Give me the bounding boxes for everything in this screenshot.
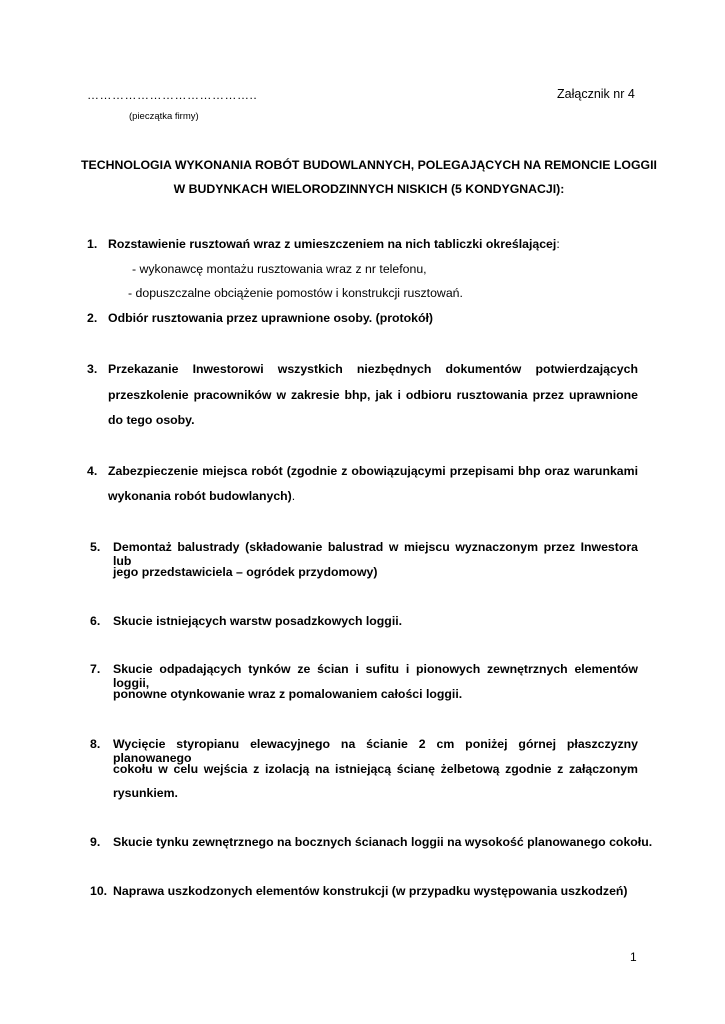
item-line: Rozstawienie rusztowań wraz z umieszczeniem na nich tabliczki określającej bbox=[108, 237, 557, 251]
document-title-line-1: TECHNOLOGIA WYKONANIA ROBÓT BUDOWLANNYCH, POLEGAJĄCYCH NA REMONCIE LOGGII bbox=[81, 158, 657, 172]
item-text: cokołu w celu wejścia z izolacją na istniejącą ścianę żelbetową zgodnie z załączonym bbox=[113, 762, 638, 776]
item-text: Skucie istniejących warstw posadzkowych loggii. bbox=[113, 614, 403, 628]
item-sub-line: - dopuszczalne obciążenie pomostów i konstrukcji rusztowań. bbox=[128, 286, 463, 300]
item-text: ponowne otynkowanie wraz z pomalowaniem całości loggii. bbox=[113, 687, 463, 701]
item-suffix: . bbox=[291, 489, 296, 503]
signature-dots: ………………………………….. bbox=[87, 88, 258, 102]
company-stamp-label: (pieczątka firmy) bbox=[129, 111, 199, 122]
item-number: 3. bbox=[87, 362, 98, 376]
item-text: Odbiór rusztowania przez uprawnione osoby. (protokół) bbox=[108, 311, 433, 325]
item-number: 7. bbox=[90, 662, 101, 676]
item-text: Skucie tynku zewnętrznego na bocznych ścianach loggii na wysokość planowanego cokołu. bbox=[113, 835, 653, 849]
item-text bbox=[108, 237, 560, 251]
item-number: 6. bbox=[90, 614, 101, 628]
item-text bbox=[108, 489, 295, 503]
item-number: 1. bbox=[87, 237, 98, 251]
item-text: Naprawa uszkodzonych elementów konstrukcji (w przypadku występowania uszkodzeń) bbox=[113, 884, 628, 898]
item-suffix: : bbox=[556, 237, 560, 251]
item-line: wykonania robót budowlanych) bbox=[108, 489, 292, 503]
item-number: 8. bbox=[90, 737, 101, 751]
item-text: rysunkiem. bbox=[113, 786, 178, 800]
item-text: Wycięcie styropianu elewacyjnego na ścianie 2 cm poniżej górnej płaszczyzny planowanego bbox=[113, 737, 638, 765]
item-number: 2. bbox=[87, 311, 98, 325]
item-number: 5. bbox=[90, 540, 101, 554]
item-number: 9. bbox=[90, 835, 101, 849]
document-title-line-2: W BUDYNKACH WIELORODZINNYCH NISKICH (5 KONDYGNACJI): bbox=[173, 182, 565, 196]
item-text: Przekazanie Inwestorowi wszystkich niezbędnych dokumentów potwierdzających bbox=[108, 362, 638, 376]
item-sub-line: - wykonawcę montażu rusztowania wraz z nr telefonu, bbox=[132, 262, 427, 276]
item-text: jego przedstawiciela – ogródek przydomowy) bbox=[113, 565, 378, 579]
item-text: przeszkolenie pracowników w zakresie bhp, jak i odbioru rusztowania przez uprawnione bbox=[108, 388, 638, 402]
item-text: Demontaż balustrady (składowanie balustrad w miejscu wyznaczonym przez Inwestora lub bbox=[113, 540, 638, 568]
item-text: do tego osoby. bbox=[108, 413, 195, 427]
item-text: Zabezpieczenie miejsca robót (zgodnie z obowiązującymi przepisami bhp oraz warunkami bbox=[108, 464, 638, 478]
item-text: Skucie odpadających tynków ze ścian i sufitu i pionowych zewnętrznych elementów loggii, bbox=[113, 662, 638, 690]
item-number: 10. bbox=[90, 884, 108, 898]
page-number: 1 bbox=[630, 950, 637, 964]
item-number: 4. bbox=[87, 464, 98, 478]
attachment-label: Załącznik nr 4 bbox=[557, 87, 635, 101]
